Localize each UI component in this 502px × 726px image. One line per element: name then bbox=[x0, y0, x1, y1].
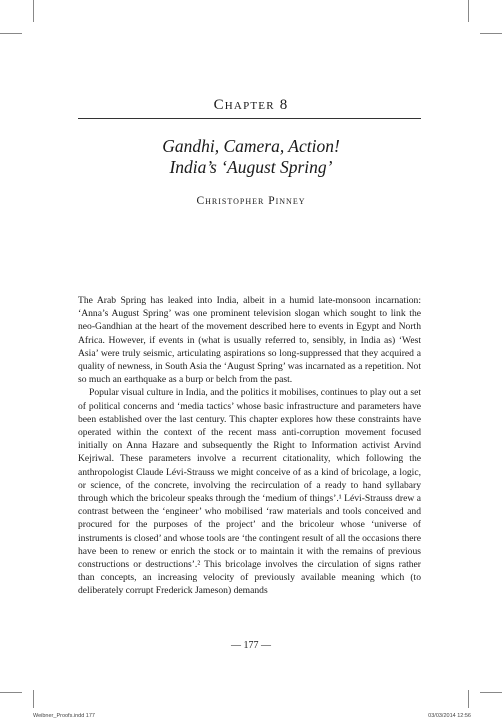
print-slug-timestamp: 03/03/2014 12:56 bbox=[428, 713, 471, 719]
crop-mark-top-right-h bbox=[480, 33, 502, 34]
crop-mark-top-left bbox=[33, 0, 34, 22]
crop-mark-bottom-right-h bbox=[480, 692, 502, 693]
crop-mark-top-right bbox=[468, 0, 469, 22]
paragraph-2: Popular visual culture in India, and the politics it mobilises, continues to play out a set of political concerns and ‘media tactics’ whose basic infrastructure and parameters have been established over the last century. This chapter explores how these constraints have operated within the context of the recent mass anti-corruption movement focused initially on Anna Hazare and subsequently the Right to Information activist Arvind Kejriwal. These parameters involve a recurrent citationality, which following the anthropologist Claude Lévi-Strauss we might conceive of as a kind of bricolage, a logic, or science, of the concrete, involving the recirculation of a ready to hand syllabary through which the bricoleur speaks through the ‘medium of things’.¹ Lévi-Strauss drew a contrast between the ‘engineer’ who mobilised ‘raw materials and tools conceived and procured for the purposes of the project’ and the bricoleur whose ‘universe of instruments is closed’ and whose tools are ‘the contingent result of all the occasions there have been to renew or enrich the stock or to maintain it with the remains of previous constructions or destructions’.² This bricolage involves the circulation of signs rather than concepts, an increasing velocity of previously available meaning which (to deliberately corrupt Frederick Jameson) demands bbox=[78, 387, 421, 597]
crop-mark-bottom-right bbox=[468, 690, 469, 708]
chapter-label: Chapter 8 bbox=[213, 97, 289, 113]
title-line-1: Gandhi, Camera, Action! bbox=[162, 136, 340, 156]
author-name: Christopher Pinney bbox=[196, 195, 306, 207]
crop-mark-bottom-left-h bbox=[0, 692, 22, 693]
title-line-2: India’s ‘August Spring’ bbox=[169, 157, 333, 177]
page-number: — 177 — bbox=[231, 640, 271, 651]
chapter-title bbox=[0, 136, 502, 178]
crop-mark-bottom-left bbox=[33, 690, 34, 708]
print-slug-filename: Weibner_Proofs.indd 177 bbox=[33, 713, 95, 719]
chapter-rule bbox=[78, 118, 421, 119]
paragraph-1: The Arab Spring has leaked into India, albeit in a humid late-monsoon incarnation: ‘Anna’s August Spring’ was one prominent television slogan which sought to link the neo-Gandhian at the heart of the movement described here to events in Egypt and North Africa. However, if events in (what is usually referred to, sensibly, in India as) ‘West Asia’ were truly seismic, articulating aspirations so long-suppressed that they acquired a quality of newness, in South Asia the ‘August Spring’ was incarnated as a repetition. Not so much an earthquake as a burp or belch from the past. bbox=[78, 295, 421, 386]
body-text bbox=[78, 294, 421, 598]
crop-mark-top-left-h bbox=[0, 33, 22, 34]
